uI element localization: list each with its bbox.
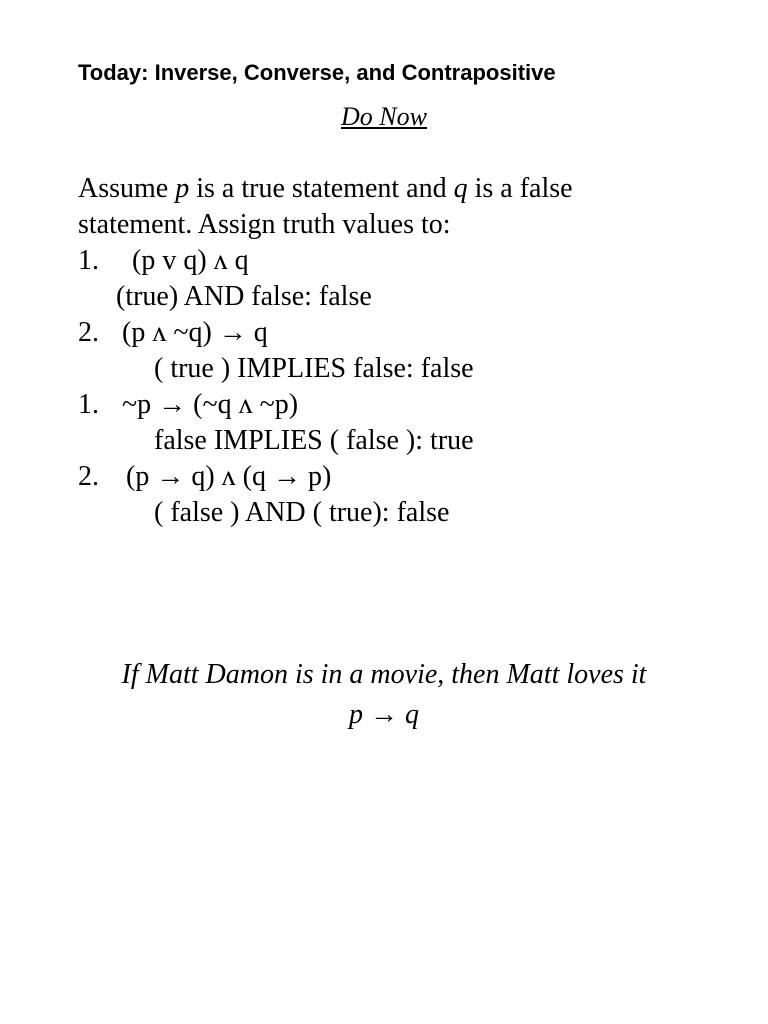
problem-number: 2. xyxy=(78,317,99,348)
problem-row xyxy=(78,316,268,350)
problem-row xyxy=(78,460,331,494)
example-sentence: If Matt Damon is in a movie, then Matt loves it xyxy=(121,659,647,690)
intro-text-a: Assume xyxy=(78,173,176,204)
problem-number: 1. xyxy=(78,389,99,420)
variable-p: p xyxy=(175,173,190,204)
variable-q: q xyxy=(453,173,468,204)
do-now-heading: Do Now xyxy=(341,102,427,131)
problem-number: 2. xyxy=(78,461,99,492)
intro-line-2: statement. Assign truth values to: xyxy=(78,209,451,240)
problem-answer: ( false ) AND ( true): false xyxy=(154,497,450,528)
problem-answer: (true) AND false: false xyxy=(116,281,372,312)
intro-text-b: is a true statement and xyxy=(189,173,454,204)
example-formula: p → q xyxy=(349,699,419,730)
lesson-title: Today: Inverse, Converse, and Contrapositive xyxy=(78,60,556,85)
problem-expression: (p ʌ ~q) → q xyxy=(122,317,268,348)
problem-answer: ( true ) IMPLIES false: false xyxy=(154,353,474,384)
problem-row xyxy=(78,244,249,278)
intro-line-1 xyxy=(78,172,573,206)
problem-number: 1. xyxy=(78,245,99,276)
problem-expression: ~p → (~q ʌ ~p) xyxy=(122,389,299,420)
problem-expression: (p → q) ʌ (q → p) xyxy=(126,461,332,492)
problem-expression: (p v q) ʌ q xyxy=(132,245,249,276)
problem-row xyxy=(78,388,298,422)
intro-text-c: is a false xyxy=(467,173,573,204)
problem-answer: false IMPLIES ( false ): true xyxy=(154,425,474,456)
